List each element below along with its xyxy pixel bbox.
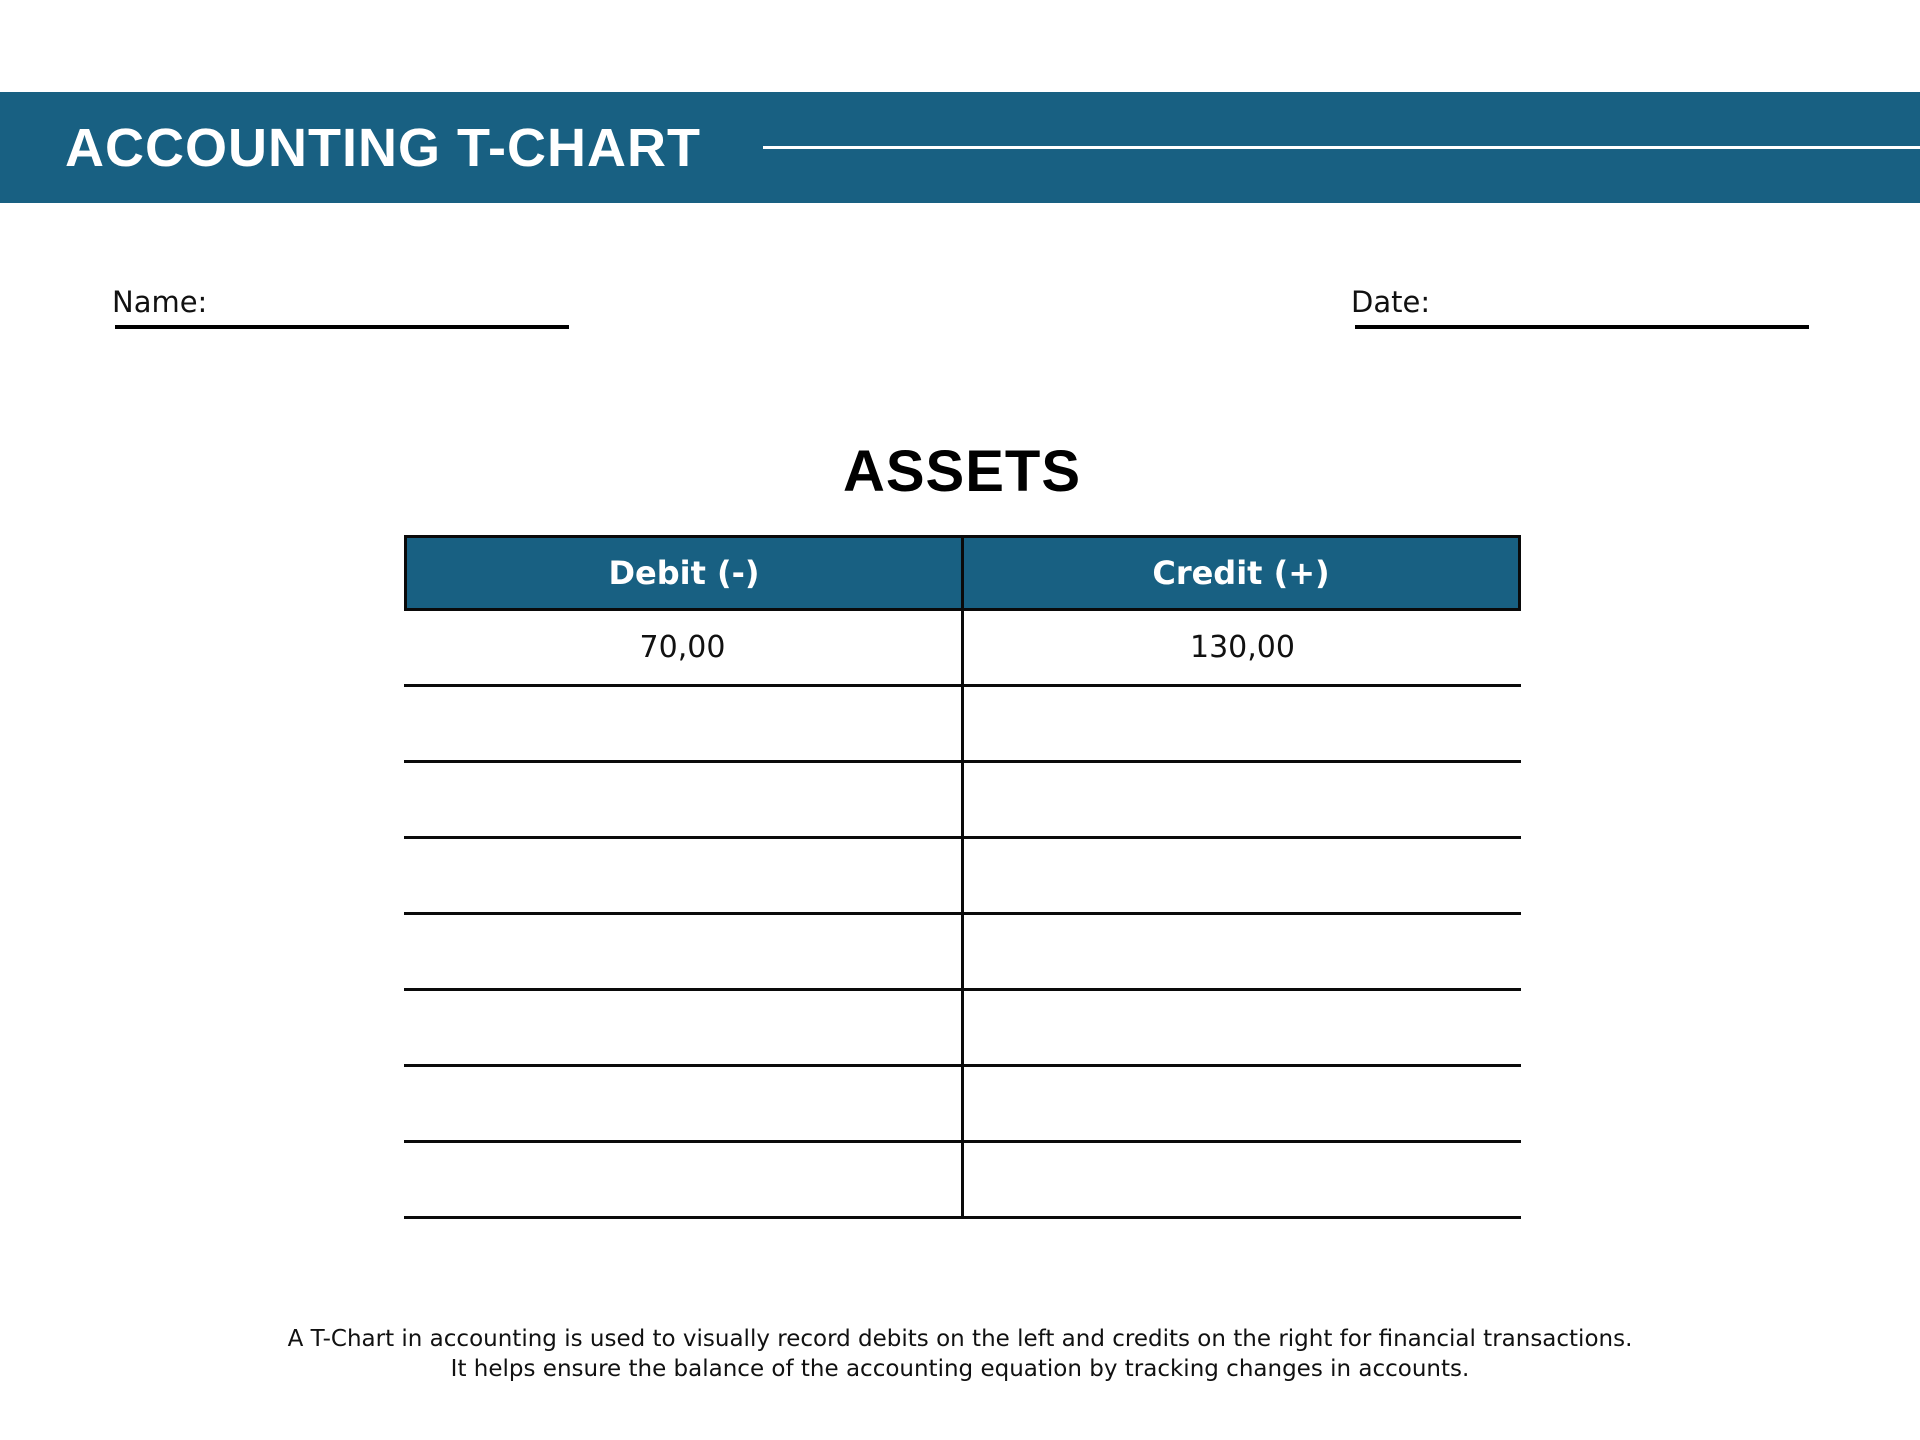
debit-cell[interactable]	[404, 1067, 961, 1140]
debit-cell[interactable]	[404, 915, 961, 988]
debit-cell[interactable]	[404, 991, 961, 1064]
footer-line-2: It helps ensure the balance of the accounting equation by tracking changes in accounts.	[450, 1356, 1470, 1382]
debit-cell[interactable]	[404, 1143, 961, 1216]
t-chart-header	[404, 535, 1521, 611]
date-field[interactable]	[1355, 325, 1809, 329]
page-title: ACCOUNTING T-CHART	[65, 118, 701, 178]
credit-cell[interactable]: 130,00	[961, 611, 1521, 684]
footer-line-1: A T-Chart in accounting is used to visually record debits on the left and credits on the right for financial transactions.	[287, 1326, 1633, 1352]
credit-cell[interactable]	[961, 991, 1521, 1064]
credit-cell[interactable]	[961, 915, 1521, 988]
title-divider	[763, 146, 1920, 149]
table-row	[404, 611, 1521, 687]
credit-cell[interactable]	[961, 1143, 1521, 1216]
debit-cell[interactable]	[404, 763, 961, 836]
table-row	[404, 763, 1521, 839]
table-row	[404, 839, 1521, 915]
debit-cell[interactable]	[404, 839, 961, 912]
credit-cell[interactable]	[961, 763, 1521, 836]
table-row	[404, 1067, 1521, 1143]
credit-cell[interactable]	[961, 687, 1521, 760]
table-row	[404, 1143, 1521, 1219]
credit-cell[interactable]	[961, 1067, 1521, 1140]
credit-column-header: Credit (+)	[961, 538, 1518, 608]
table-row	[404, 915, 1521, 991]
name-field[interactable]	[115, 325, 569, 329]
name-label: Name:	[112, 285, 208, 319]
date-label: Date:	[1351, 285, 1431, 319]
table-row	[404, 991, 1521, 1067]
t-chart-body	[404, 611, 1521, 1219]
credit-cell[interactable]	[961, 839, 1521, 912]
debit-cell[interactable]	[404, 687, 961, 760]
table-row	[404, 687, 1521, 763]
footer-description	[0, 1324, 1920, 1384]
debit-column-header: Debit (-)	[608, 554, 760, 592]
section-title: ASSETS	[842, 439, 1082, 504]
debit-cell[interactable]: 70,00	[639, 630, 726, 665]
